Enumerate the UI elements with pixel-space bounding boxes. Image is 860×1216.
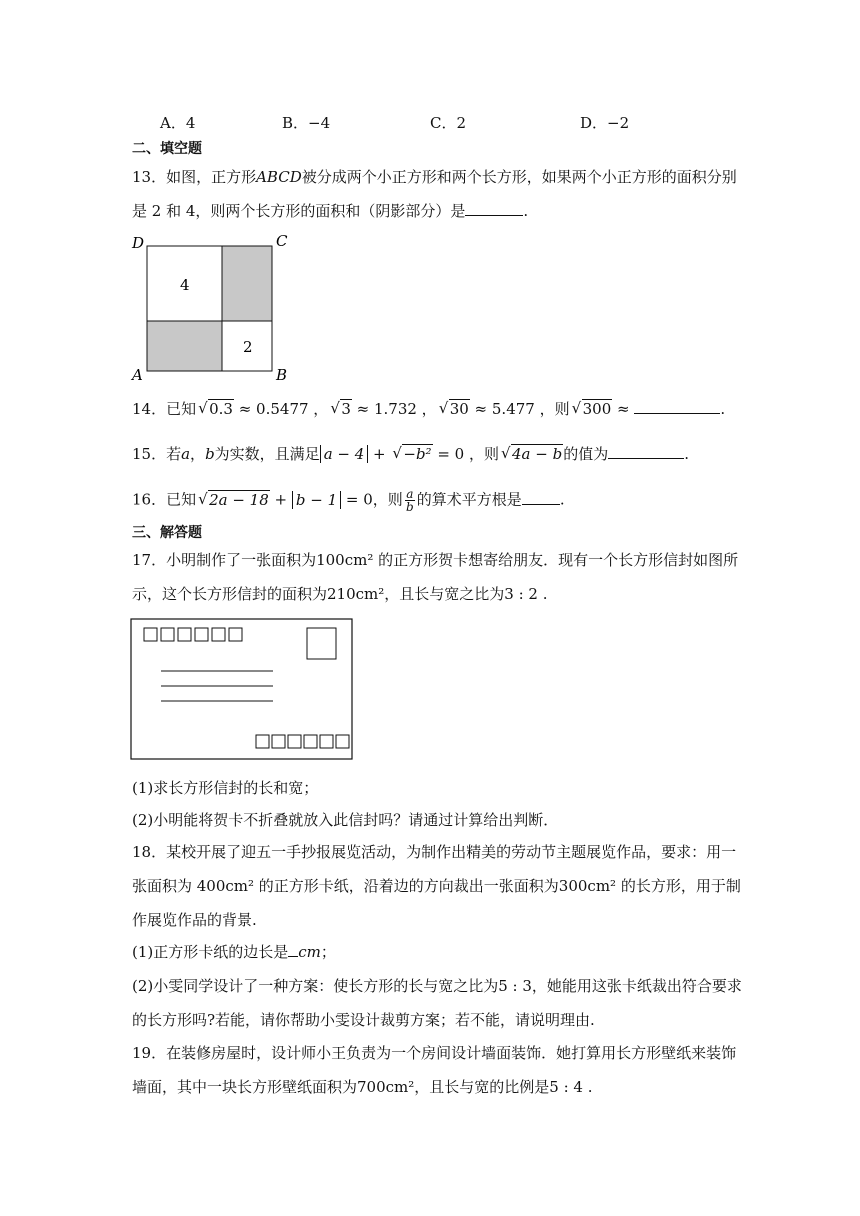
q15-line xyxy=(132,443,689,465)
sqrt-neg-b2 xyxy=(392,443,432,465)
sqrt-3 xyxy=(330,398,352,420)
q17-line1: 17．小明制作了一张面积为100cm² 的正方形贺卡想寄给朋友．现有一个长方形信封如图所 xyxy=(132,551,739,569)
abs-b-minus-1: b − 1 xyxy=(292,491,341,509)
section-heading-fill-blank: 二、填空题 xyxy=(132,141,202,157)
q15-text: + xyxy=(368,445,391,463)
answer-blank xyxy=(465,200,523,216)
q14-text: ≈ 1.732 ， xyxy=(351,400,437,418)
sqrt-0-3 xyxy=(198,398,234,420)
q15-text: 的值为 xyxy=(563,445,609,463)
denominator: b xyxy=(405,500,414,514)
q18-sub2-line2: 的长方形吗?若能，请你帮助小雯设计裁剪方案；若不能，请说明理由. xyxy=(132,1011,595,1029)
answer-blank xyxy=(608,443,684,459)
q14-text: ≈ 5.477 ，则 xyxy=(469,400,570,418)
radicand: 300 xyxy=(582,400,612,418)
q14-text: 14．已知 xyxy=(132,400,197,418)
q18-text: (1)正方形卡纸的边长是 xyxy=(132,943,289,961)
q13-text: 被分成两个小正方形和两个长方形，如果两个小正方形的面积分别 xyxy=(301,168,737,186)
q17-sub1: (1)求长方形信封的长和宽； xyxy=(132,779,319,797)
q14-line xyxy=(132,398,725,420)
fraction-a-over-b xyxy=(405,488,415,513)
q19-line2: 墙面，其中一块长方形壁纸面积为700cm²，且长与宽的比例是5 : 4 . xyxy=(132,1078,593,1096)
q15-text: ， xyxy=(190,445,206,463)
label-d: D xyxy=(132,234,145,252)
q18-line3: 作展览作品的背景. xyxy=(132,911,257,929)
q17-line2: 示，这个长方形信封的面积为210cm²，且长与宽之比为3 : 2 . xyxy=(132,585,548,603)
var-a: a xyxy=(181,445,191,463)
abs-a-minus-4: a − 4 xyxy=(320,445,369,463)
q15-period: . xyxy=(684,445,689,463)
answer-blank xyxy=(522,489,560,505)
q18-line1: 18．某校开展了迎五一手抄报展览活动，为制作出精美的劳动节主题展览作品，要求：用一 xyxy=(132,843,737,861)
option-b: B．−4 xyxy=(282,114,331,132)
option-d: D．−2 xyxy=(580,114,630,132)
radicand: 0.3 xyxy=(209,400,233,418)
q16-text: + xyxy=(269,490,292,509)
q16-text: 16．已知 xyxy=(132,490,197,509)
q15-text: = 0 ，则 xyxy=(432,445,499,463)
q13-period: . xyxy=(523,202,529,220)
q18-sub1 xyxy=(132,941,336,963)
q16-period: . xyxy=(559,490,565,509)
answer-blank xyxy=(634,398,720,414)
q15-text: 15．若 xyxy=(132,445,182,463)
sqrt-4a-b xyxy=(501,443,563,465)
q18-text: ； xyxy=(320,943,336,961)
q13-line1 xyxy=(132,166,737,188)
radicand: 2a − 18 xyxy=(209,490,269,509)
q17-sub2: (2)小明能将贺卡不折叠就放入此信封吗？请通过计算给出判断． xyxy=(132,811,559,829)
envelope-figure xyxy=(130,618,354,762)
label-a: A xyxy=(132,366,143,384)
section-heading-answer: 三、解答题 xyxy=(132,525,202,541)
label-c: C xyxy=(276,232,288,250)
unit-cm: cm xyxy=(298,943,321,961)
shaded-rect-top-right xyxy=(222,246,272,321)
q19-line1: 19．在装修房屋时，设计师小王负责为一个房间设计墙面装饰．她打算用长方形壁纸来装饰 xyxy=(132,1044,737,1062)
q16-text: 的算术平方根是 xyxy=(416,490,522,509)
q13-square-figure xyxy=(130,232,290,384)
area-label-2: 2 xyxy=(243,338,253,356)
shaded-rect-bottom-left xyxy=(147,321,222,371)
q13-text: 13．如图，正方形 xyxy=(132,168,257,186)
q15-text: 为实数，且满足 xyxy=(214,445,320,463)
option-a: A．4 xyxy=(160,114,196,132)
sqrt-300 xyxy=(572,398,613,420)
sqrt-30 xyxy=(439,398,470,420)
answer-blank xyxy=(288,941,298,957)
q16-line xyxy=(132,488,565,513)
q14-text: ≈ xyxy=(612,400,635,418)
radicand: 3 xyxy=(341,400,351,418)
radicand: 30 xyxy=(449,400,469,418)
q16-text: = 0，则 xyxy=(341,490,403,509)
var-b: b xyxy=(205,445,215,463)
q14-text: ≈ 0.5477 ， xyxy=(233,400,329,418)
q14-period: . xyxy=(720,400,726,418)
sqrt-2a-18 xyxy=(198,489,270,511)
q13-text: 是 2 和 4，则两个长方形的面积和（阴影部分）是 xyxy=(132,202,466,220)
radicand: 4a − b xyxy=(512,445,563,463)
label-b: B xyxy=(276,366,288,384)
q18-line2: 张面积为 400cm² 的正方形卡纸，沿着边的方向裁出一张面积为300cm² 的长方形，用于制 xyxy=(132,877,741,895)
q13-abcd: ABCD xyxy=(256,168,302,186)
q18-sub2-line1: (2)小雯同学设计了一种方案：使长方形的长与宽之比为5 : 3，她能用这张卡纸裁出符合要求 xyxy=(132,977,742,995)
q13-line2 xyxy=(132,200,528,222)
option-c: C．2 xyxy=(430,114,467,132)
area-label-4: 4 xyxy=(180,276,190,294)
numerator: a xyxy=(406,487,414,501)
radicand: −b² xyxy=(403,445,432,463)
